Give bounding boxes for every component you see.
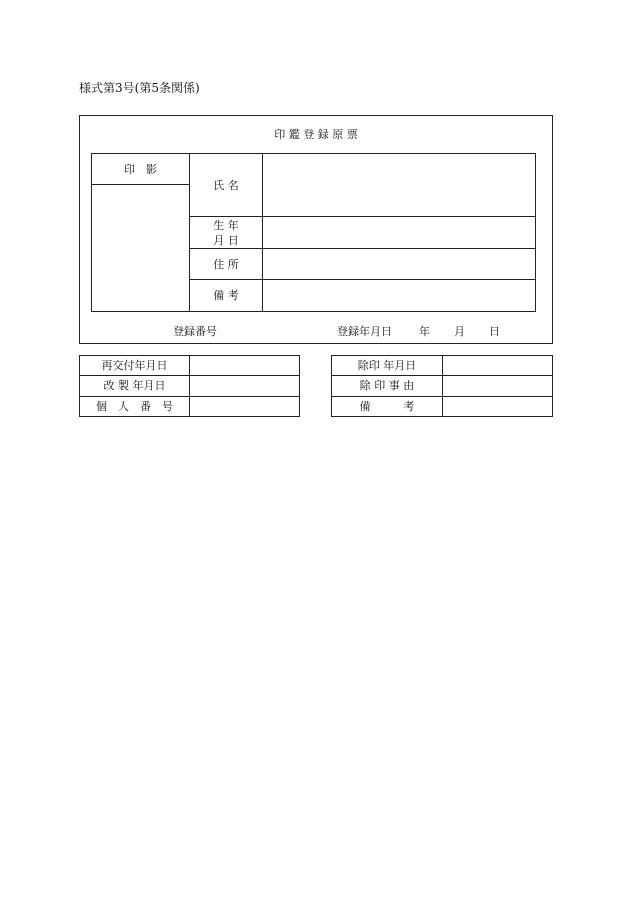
seal-removal-reason-label: 除 印 事 由	[359, 379, 415, 392]
notes-field[interactable]	[443, 397, 551, 416]
name-label: 氏 名	[213, 179, 239, 192]
day-label: 日	[489, 325, 500, 338]
remarks-label: 備 考	[213, 289, 239, 302]
address-label: 住 所	[213, 258, 239, 271]
seal-area	[92, 185, 189, 310]
remarks-field[interactable]	[263, 280, 534, 310]
notes-label: 備 考	[359, 400, 415, 413]
personal-number-field[interactable]	[190, 397, 298, 416]
month-label: 月	[454, 325, 465, 338]
reissue-date-label: 再交付年月日	[101, 359, 168, 372]
card-title: 印 鑑 登 録 原 票	[274, 128, 358, 141]
reissue-date-field[interactable]	[190, 356, 298, 375]
revision-date-label: 改 製 年月日	[103, 379, 166, 392]
year-label: 年	[419, 325, 430, 338]
address-field[interactable]	[263, 249, 534, 279]
registration-number-label: 登録番号	[173, 325, 217, 338]
birth-label-1: 生 年	[213, 219, 239, 232]
seal-label: 印 影	[124, 163, 157, 176]
seal-removal-date-label: 除印 年月日	[357, 359, 417, 372]
name-field[interactable]	[263, 154, 534, 216]
birth-label-2: 月 日	[213, 234, 239, 247]
seal-removal-reason-field[interactable]	[443, 376, 551, 396]
birthdate-field[interactable]	[263, 217, 534, 248]
registration-date-label: 登録年月日	[337, 325, 392, 338]
personal-number-label: 個 人 番 号	[96, 400, 173, 413]
seal-removal-date-field[interactable]	[443, 356, 551, 375]
form-label: 様式第3号(第5条関係)	[79, 81, 200, 95]
revision-date-field[interactable]	[190, 376, 298, 396]
